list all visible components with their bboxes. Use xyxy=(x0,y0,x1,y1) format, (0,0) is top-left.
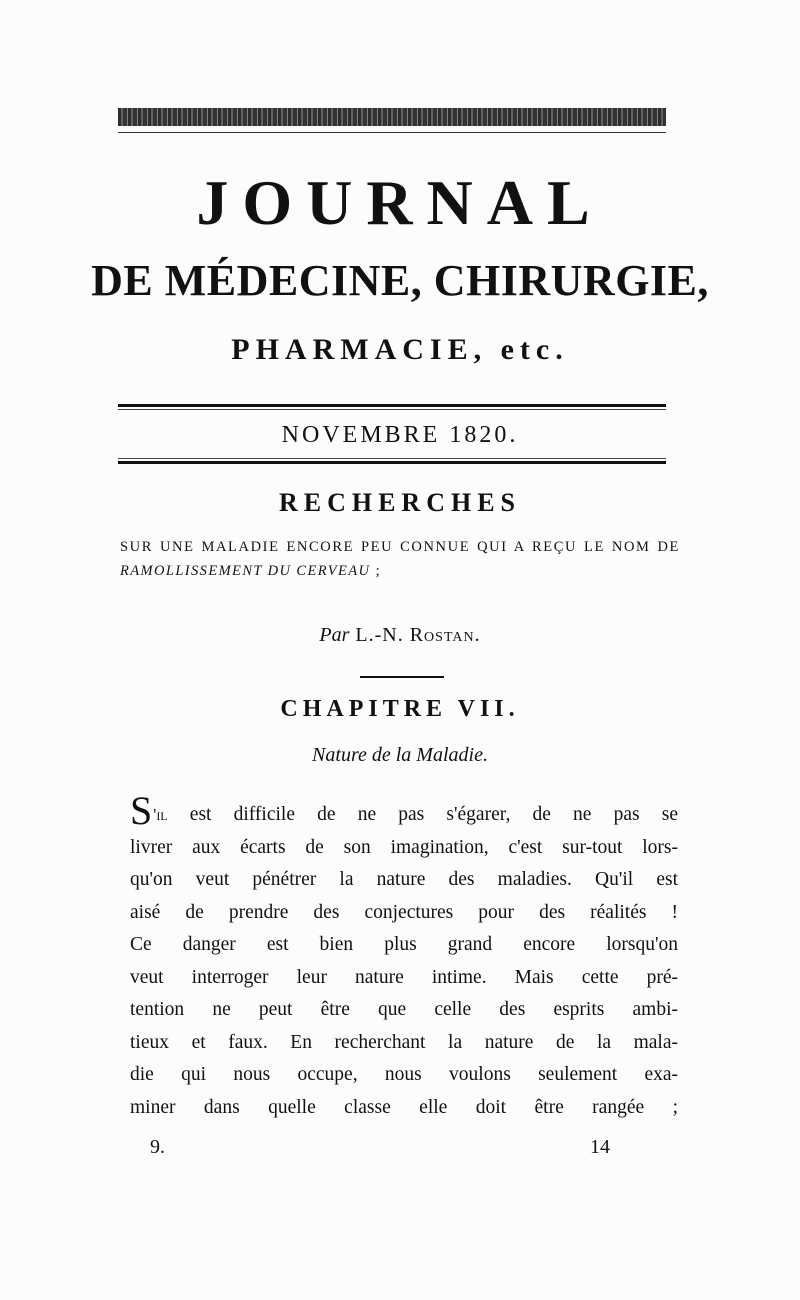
article-subtitle-text: SUR UNE MALADIE ENCORE PEU CONNUE QUI A REÇU LE NOM DE xyxy=(120,539,680,555)
body-line: tention ne peut être que celle des esprits ambi- xyxy=(130,999,678,1020)
drop-cap: S xyxy=(130,796,153,832)
article-title: RECHERCHES xyxy=(278,488,522,517)
article-author xyxy=(0,622,800,648)
body-line: qu'on veut pénétrer la nature des maladies. Qu'il est xyxy=(130,869,678,890)
article-subtitle-end: ; xyxy=(370,563,382,579)
chapter-title: CHAPITRE VII. xyxy=(280,696,520,722)
masthead-ornament-band xyxy=(118,108,666,126)
body-line: die qui nous occupe, nous voulons seulement exa- xyxy=(130,1064,678,1085)
rule-below-date xyxy=(118,461,666,464)
issue-date: NOVEMBRE 1820. xyxy=(281,422,519,448)
rule-above-date xyxy=(118,404,666,407)
body-line: Ce danger est bien plus grand encore lorsqu'on xyxy=(130,934,678,955)
body-line: veut interroger leur nature intime. Mais cette pré- xyxy=(130,966,678,988)
journal-subtitle-line2: PHARMACIE, etc. xyxy=(231,333,569,366)
author-name: L.-N. Rostan. xyxy=(349,624,481,646)
signature-volume: 9. xyxy=(150,1136,165,1158)
body-smallcaps: 'il xyxy=(153,805,168,824)
signature-sheet: 14 xyxy=(590,1136,610,1158)
chapter-subtitle: Nature de la Maladie. xyxy=(312,744,488,766)
rule-below-date-thin xyxy=(118,458,666,459)
section-divider xyxy=(360,676,444,678)
rule-above-date-thin xyxy=(118,409,666,410)
author-prefix: Par xyxy=(319,624,350,646)
body-line: livrer aux écarts de son imagination, c'est sur-tout lors- xyxy=(130,836,678,858)
article-subtitle xyxy=(120,535,680,583)
body-line: miner dans quelle classe elle doit être rangée ; xyxy=(130,1096,678,1118)
body-paragraph xyxy=(130,796,678,1124)
body-line: aisé de prendre des conjectures pour des réalités ! xyxy=(130,901,678,923)
body-line-text: est difficile de ne pas s'égarer, de ne pas se xyxy=(167,804,678,825)
body-line: tieux et faux. En recherchant la nature de la mala- xyxy=(130,1031,678,1053)
journal-subtitle-line1: DE MÉDECINE, CHIRURGIE, xyxy=(91,256,709,305)
article-subtitle-italic: RAMOLLISSEMENT DU CERVEAU xyxy=(120,563,371,579)
masthead-rule xyxy=(118,132,666,133)
journal-title: JOURNAL xyxy=(196,167,604,238)
body-line xyxy=(130,796,678,832)
